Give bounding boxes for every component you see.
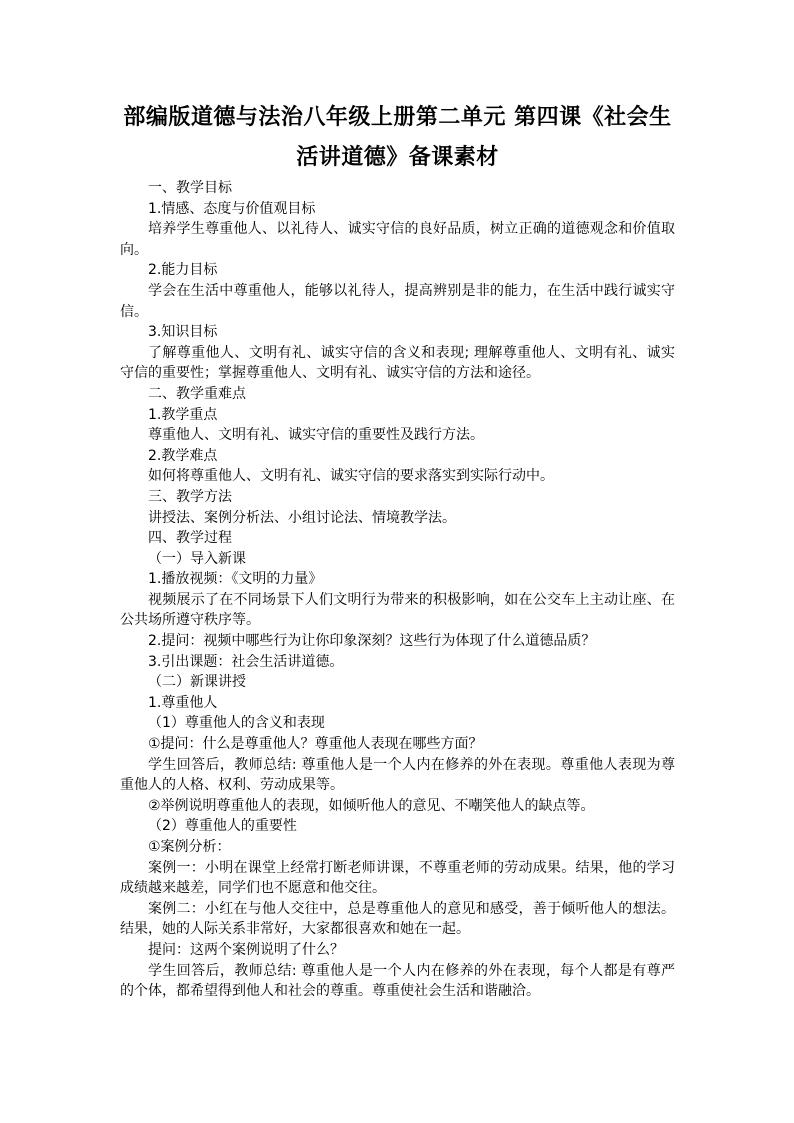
paragraph: 2.教学难点 <box>148 447 218 464</box>
paragraph: 1.教学重点 <box>148 406 218 423</box>
paragraph: 二、教学重难点 <box>148 385 246 402</box>
paragraph: （1）尊重他人的含义和表现 <box>148 715 325 732</box>
paragraph: 如何将尊重他人、文明有礼、诚实守信的要求落实到实际行动中。 <box>148 468 554 485</box>
paragraph: 培养学生尊重他人、以礼待人、诚实守信的良好品质，树立正确的道德观念和价值取向。 <box>120 221 675 258</box>
paragraph: （二）新课讲授 <box>148 674 246 691</box>
paragraph: 尊重他人、文明有礼、诚实守信的重要性及践行方法。 <box>148 427 484 444</box>
paragraph: 讲授法、案例分析法、小组讨论法、情境教学法。 <box>148 509 456 526</box>
paragraph: 1.播放视频：《文明的力量》 <box>148 571 323 588</box>
paragraph: 了解尊重他人、文明有礼、诚实守信的含义和表现; 理解尊重他人、文明有礼、诚实守信的重要性；掌握尊重他人、文明有礼、诚实守信的方法和途径。 <box>120 344 675 382</box>
paragraph: 3.知识目标 <box>148 324 218 341</box>
paragraph: ①提问：什么是尊重他人？尊重他人表现在哪些方面？ <box>148 736 483 753</box>
document-page <box>120 98 675 1002</box>
paragraph: ①案例分析： <box>148 839 231 855</box>
paragraph: （一）导入新课 <box>148 550 246 567</box>
paragraph: 案例二：小红在与他人交往中，总是尊重他人的意见和感受，善于倾听他人的想法。结果，她的人际关系非常好，大家都很喜欢和她在一起。 <box>120 900 675 938</box>
paragraph: 四、教学过程 <box>148 530 232 547</box>
document-body <box>120 178 675 1002</box>
paragraph: 学生回答后，教师总结: 尊重他人是一个人内在修养的外在表现，每个人都是有尊严的个体，都希望得到他人和社会的尊重。尊重使社会生活和谐融洽。 <box>120 962 675 1000</box>
paragraph: 视频展示了在不同场景下人们文明行为带来的积极影响，如在公交车上主动让座、在公共场所遵守秩序等。 <box>120 591 675 629</box>
paragraph: 2.提问：视频中哪些行为让你印象深刻？这些行为体现了什么道德品质？ <box>148 633 596 650</box>
paragraph: 2.能力目标 <box>148 262 218 279</box>
document-title: 部编版道德与法治八年级上册第二单元 第四课《社会生活讲道德》备课素材 <box>123 105 672 170</box>
paragraph: 一、教学目标 <box>148 180 232 196</box>
paragraph: 1.尊重他人 <box>148 694 218 711</box>
paragraph: 学生回答后，教师总结: 尊重他人是一个人内在修养的外在表现。尊重他人表现为尊重他人的人格、权利、劳动成果等。 <box>120 756 675 794</box>
paragraph: 学会在生活中尊重他人，能够以礼待人，提高辨别是非的能力，在生活中践行诚实守信。 <box>120 282 675 320</box>
paragraph: （2）尊重他人的重要性 <box>148 818 297 835</box>
paragraph: 1.情感、态度与价值观目标 <box>148 200 316 217</box>
paragraph: 案例一：小明在课堂上经常打断老师讲课，不尊重老师的劳动成果。结果，他的学习成绩越来越差，同学们也不愿意和他交往。 <box>120 859 675 897</box>
paragraph: 3.引出课题：社会生活讲道德。 <box>148 653 344 670</box>
paragraph: 三、教学方法 <box>148 488 232 505</box>
paragraph: ②举例说明尊重他人的表现，如倾听他人的意见、不嘲笑他人的缺点等。 <box>148 797 595 814</box>
paragraph: 提问：这两个案例说明了什么？ <box>148 941 344 958</box>
